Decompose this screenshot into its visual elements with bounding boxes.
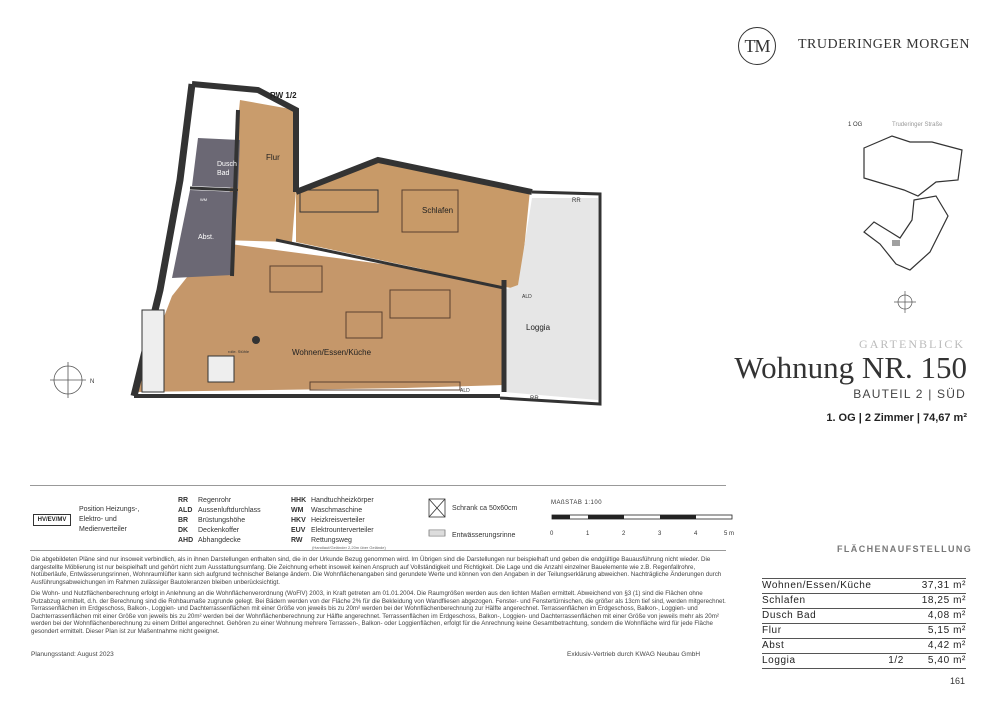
site-plan <box>840 120 970 320</box>
legend-item: WM Waschmaschine <box>291 507 363 514</box>
room-label-wohnen: Wohnen/Essen/Küche <box>292 348 372 357</box>
site-unit-highlight <box>892 240 900 246</box>
room-label-dusch-bad: Dusch <box>217 161 237 168</box>
logo-initials: TM <box>744 35 770 56</box>
legend-item: RW Rettungsweg <box>291 537 352 544</box>
planning-date: Planungsstand: August 2023 <box>31 651 114 658</box>
legend-item: ALD Aussenluftdurchlass <box>178 507 261 514</box>
legend-col2 <box>291 496 374 546</box>
label-table: rolle. Stühle <box>228 349 250 354</box>
area-row: Flur 5,15 m² <box>762 624 966 639</box>
svg-text:Bad: Bad <box>217 170 230 177</box>
vertrieb-note: Exklusiv-Vertrieb durch KWAG Neubau GmbH <box>567 651 701 658</box>
label-rr-bottom: RR <box>530 396 539 402</box>
legend-item: HKV Heizkreisverteiler <box>291 517 365 524</box>
apartment-summary: 1. OG | 2 Zimmer | 74,67 m² <box>826 412 967 424</box>
label-rw: RW 1/2 <box>270 91 297 100</box>
legend-col1 <box>178 496 261 546</box>
legend-hv-line: Medienverteiler <box>79 526 127 533</box>
scale-tick: 2 <box>622 531 626 537</box>
site-building-upper <box>864 136 962 196</box>
column-marker <box>252 336 260 344</box>
label-wm: WM <box>200 197 208 202</box>
legend-item: AHD Abhangdecke <box>178 537 241 544</box>
scale-tick: 1 <box>586 531 590 537</box>
legend-item: DK Deckenkoffer <box>178 527 240 534</box>
label-rr-top: RR <box>572 198 581 204</box>
legend-hv-line: Elektro- und <box>79 516 117 523</box>
rinne-icon <box>429 530 445 536</box>
scale-title: MAßSTAB 1:100 <box>551 500 603 506</box>
site-compass <box>894 291 916 313</box>
scale-tick: 5 m <box>724 531 735 537</box>
site-floor-label: 1 OG <box>848 122 863 128</box>
brand-logo <box>738 27 776 65</box>
page-number: 161 <box>950 676 966 686</box>
label-north: N <box>90 379 95 385</box>
area-row: Wohnen/Essen/Küche 37,31 m² <box>762 579 966 594</box>
room-label-schlafen: Schlafen <box>422 206 454 215</box>
scale-tick: 3 <box>658 531 662 537</box>
legend-schrank: Schrank ca 50x60cm <box>452 505 518 512</box>
legend-item: RR Regenrohr <box>178 497 232 504</box>
scale-tick: 0 <box>550 531 554 537</box>
legend-item: BR Brüstungshöhe <box>178 517 246 524</box>
area-row: Loggia 1/2 5,40 m² <box>762 654 966 669</box>
area-table <box>762 578 966 669</box>
room-label-loggia: Loggia <box>526 323 551 332</box>
legend-rw-note: (Handlauf/Geländer 2,20m über Gelände) <box>312 545 386 550</box>
floor-plan <box>90 80 620 410</box>
kitchen-island <box>208 356 234 382</box>
compass-north <box>50 362 86 398</box>
scale-bar <box>548 513 738 541</box>
room-label-abst: Abst. <box>198 234 214 241</box>
legend-hv-line: Position Heizungs-, <box>79 506 140 513</box>
legend-item: EUV Elektrounterverteiler <box>291 527 374 534</box>
disclaimer-paragraph-1: Die abgebildeten Pläne sind nur insoweit verbindlich, als in ihnen Darstellungen enthalten sind, die in der Urkunde Bezug genommen wird. Im Übrigen sind die Darstellungen nur beispielhaft und geben die endgültige Bauausführung nicht wieder. Die dargestellte Möblierung ist nur beispielhaft und gehört nicht zum Ausstattungsumfang. Die Zeichnung erhebt insoweit keinen Anspruch auf Vollständigkeit und Richtigkeit. Die Lage und die Anzahl einzelner Bauelemente wie z.B. Regenfallrohre, Notüberläufe, Entwässerungsrinnen, Wohnraumlüfter kann sich aufgrund technischer Belange ändern. Die Wohnflächenangaben sind gerundete Werte und können von den Angaben in der Teilungserklärung abweichen. Nachträgliche Änderungen durch Ausführungsabweichungen im Rahmen zulässiger Bautoleranzen bleiben unberücksichtigt. <box>31 556 722 586</box>
area-table-heading: FLÄCHENAUFSTELLUNG <box>837 544 973 554</box>
apartment-subtitle: GARTENBLICK <box>859 337 965 351</box>
area-row: Dusch Bad 4,08 m² <box>762 609 966 624</box>
kitchen-counter <box>142 310 164 392</box>
scale-tick: 4 <box>694 531 698 537</box>
apartment-title: Wohnung NR. 150 <box>734 350 967 385</box>
legend-symbols <box>428 498 446 542</box>
site-building-lower <box>864 196 948 270</box>
brand-name: TRUDERINGER MORGEN <box>798 37 970 52</box>
legend-hv-text <box>79 505 139 535</box>
apartment-building: BAUTEIL 2 | SÜD <box>853 387 966 401</box>
disclaimer-paragraph-2: Die Wohn- und Nutzflächenberechnung erfolgt in Anlehnung an die Wohnflächenverordnung (WoFlV) 2003, in Kraft getreten am 01.01.2004. Die Raumgrößen werden aus den lichten Maßen ermittelt. Abweichend von §3 (1) sind die Flächen ohne Putzabzug ermittelt, d.h. der Berechnung sind die Rohbaumaße zugrunde gelegt. Bei Bädern werden von der Fläche 2% für die Bekleidung von Wandfliesen abgezogen. Fenster- und Fenstertürnischen, die größer als 13cm tief sind, werden mitgerechnet. Terrassenflächen im Erdgeschoss, Balkon-, Loggien- und Dachterrassenflächen mit einer Größe von jeweils bis zu 20m² werden bei der Wohnflächenberechnung zur Hälfte angerechnet. Terrassenflächen im Erdgeschoss, Balkon-, Loggien- und Dachterrassenflächen mit einer Größe von jeweils bis zu 20m² werden bei der Wohnflächenberechnung zur Hälfte angerechnet. Terrassenflächen im Erdgeschoss, Balkon-, Loggien- und Dachterrassenflächen mit einer Größe von jeweils mehr als 20m² werden bei der Wohnflächenberechnung zu einem Drittel angerechnet. Gehören zu einer Wohnung mehrere Terrassen-, Balkon- oder Loggienflächen, erfolgt für die Anrechnung keine Gesamtbetrachtung, sondern die Wohnfläche wird für jede Fläche gesondert ermittelt. Dieser Plan ist zur Maßentnahme nicht geeignet. <box>31 590 726 635</box>
area-row: Schlafen 18,25 m² <box>762 594 966 609</box>
legend-rinne: Entwässerungsrinne <box>452 532 516 539</box>
legend-hv-tag: HV/EV/MV <box>33 514 71 526</box>
room-label-flur: Flur <box>266 153 280 162</box>
label-ald-2: ALD <box>460 388 470 394</box>
site-street-label: Truderinger Straße <box>892 122 943 128</box>
area-row: Abst 4,42 m² <box>762 639 966 654</box>
legend-item: HHK Handtuchheizkörper <box>291 497 374 504</box>
label-ald-1: ALD <box>522 294 532 300</box>
